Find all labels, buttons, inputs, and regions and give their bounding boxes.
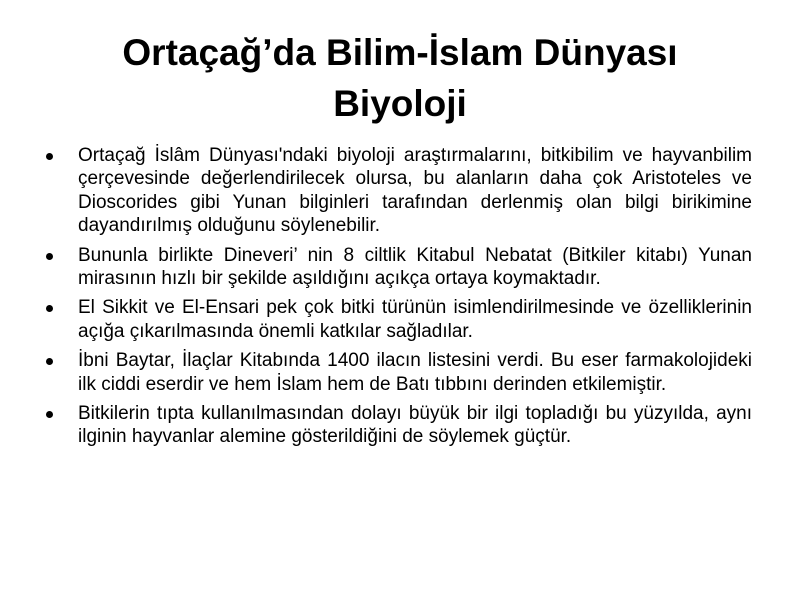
- bullet-item: [42, 349, 752, 396]
- bullet-text: Bitkilerin tıpta kullanılmasından dolayı büyük bir ilgi topladığı bu yüzyılda, aynı ilginin hayvanlar alemine gösterildiğini de söylemek güçtür.: [78, 403, 752, 448]
- bullet-item: [42, 144, 752, 238]
- bullet-item: [42, 244, 752, 291]
- bullet-list: [42, 144, 752, 455]
- bullet-text: İbni Baytar, İlaçlar Kitabında 1400 ilacın listesini verdi. Bu eser farmakolojideki ilk ciddi eserdir ve hem İslam hem de Batı tıbbını derinden etkilemiştir.: [78, 350, 752, 395]
- bullet-item: [42, 296, 752, 343]
- bullet-dot-icon: [46, 253, 53, 260]
- slide-title-line-2: Biyoloji: [333, 83, 467, 124]
- bullet-item: [42, 402, 752, 449]
- bullet-text: El Sikkit ve El-Ensari pek çok bitki türünün isimlendirilmesinde ve özelliklerinin açığa çıkarılmasında önemli katkılar sağladılar.: [78, 297, 752, 342]
- bullet-text: Bununla birlikte Dineveri’ nin 8 ciltlik Kitabul Nebatat (Bitkiler kitabı) Yunan mirasının hızlı bir şekilde aşıldığını açıkça ortaya koymaktadır.: [78, 244, 752, 290]
- bullet-dot-icon: [46, 305, 53, 312]
- bullet-dot-icon: [46, 358, 53, 365]
- bullet-dot-icon: [46, 411, 53, 418]
- bullet-dot-icon: [46, 153, 53, 160]
- slide-title-line-1: Ortaçağ’da Bilim-İslam Dünyası: [122, 32, 678, 73]
- slide-title: [40, 27, 760, 129]
- bullet-text: Ortaçağ İslâm Dünyası'ndaki biyoloji araştırmalarını, bitkibilim ve hayvanbilim çerçevesinde değerlendirilecek olursa, bu alanların daha çok Aristoteles ve Dioscorides gibi Yunan bilginleri tarafından derlenmiş olan bilgi birikimine dayandırılmış olduğunu söylenebilir.: [78, 145, 752, 237]
